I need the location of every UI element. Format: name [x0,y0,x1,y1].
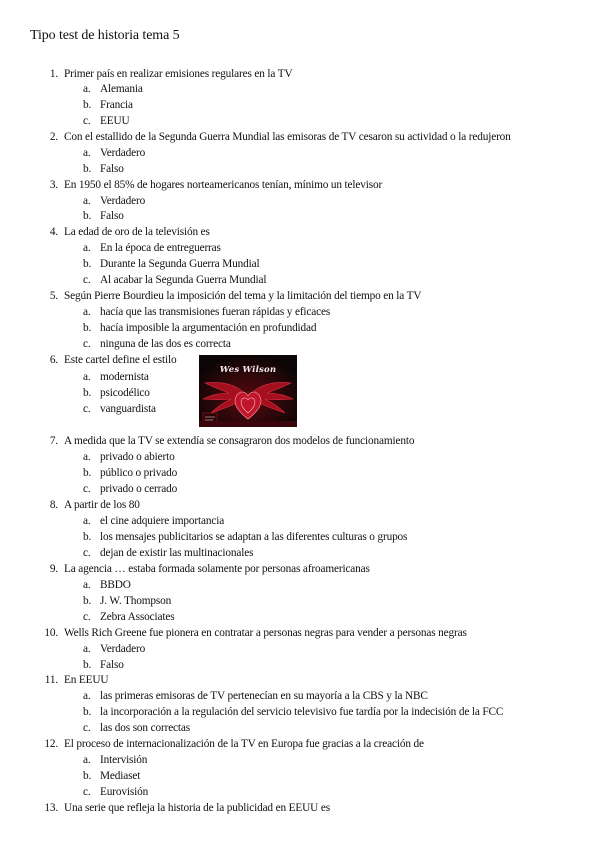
option: b. los mensajes publicitarios se adaptan a las diferentes culturas o grupos [83,531,408,543]
question-text: Con el estallido de la Segunda Guerra Mundial las emisoras de TV cesaron su actividad o la redujeron [64,131,511,143]
question-8 [49,498,140,512]
question-7 [49,434,415,448]
option: a. modernista [83,371,149,383]
option: c. Al acabar la Segunda Guerra Mundial [83,274,267,286]
wes-wilson-poster-image [199,355,297,427]
option: b. Francia [83,99,133,111]
question-12 [44,737,424,751]
question-number: 12. [44,738,58,750]
option: a. privado o abierto [83,451,175,463]
question-3 [49,178,383,192]
option: b. público o privado [83,467,178,479]
question-number: 10. [44,627,58,639]
option: b. Mediaset [83,770,141,782]
poster-title: Wes Wilson [219,365,277,375]
question-text: La edad de oro de la televisión es [64,226,210,238]
question-number: 5. [49,290,58,302]
option: c. Zebra Associates [83,611,175,623]
question-1 [49,67,293,81]
question-text: Wells Rich Greene fue pionera en contratar a personas negras para vender a personas negras [64,627,467,639]
option: c. EEUU [83,115,130,127]
option: b. psicodélico [83,387,150,399]
option: a. Verdadero [83,195,146,207]
question-number: 8. [49,499,58,511]
option: a. Intervisión [83,754,148,766]
option: a. BBDO [83,579,131,591]
option: b. Falso [83,210,124,222]
question-number: 4. [49,226,58,238]
option: b. hacía imposible la argumentación en profundidad [83,322,317,334]
option: c. ninguna de las dos es correcta [83,338,231,350]
option: c. vanguardista [83,403,156,415]
option: a. Verdadero [83,147,146,159]
option: c. dejan de existir las multinacionales [83,547,254,559]
option: c. las dos son correctas [83,722,191,734]
question-6 [49,353,177,367]
question-number: 2. [49,131,58,143]
document-title: Tipo test de historia tema 5 [30,28,180,43]
question-number: 6. [49,354,58,366]
question-13 [44,801,330,815]
question-text: A medida que la TV se extendía se consagraron dos modelos de funcionamiento [64,435,415,447]
question-11 [44,673,109,687]
question-number: 3. [49,179,58,191]
question-text: Este cartel define el estilo [64,354,177,366]
question-text: En 1950 el 85% de hogares norteamericanos tenían, mínimo un televisor [64,179,383,191]
question-text: Según Pierre Bourdieu la imposición del tema y la limitación del tiempo en la TV [64,290,422,302]
question-number: 9. [49,563,58,575]
question-number: 7. [49,435,58,447]
option: b. Durante la Segunda Guerra Mundial [83,258,260,270]
question-number: 13. [44,802,58,814]
option: c. Eurovisión [83,786,149,798]
option: b. Falso [83,659,124,671]
option: a. hacía que las transmisiones fueran rápidas y eficaces [83,306,331,318]
question-number: 1. [49,68,58,80]
option: a. Verdadero [83,643,146,655]
question-2 [49,130,511,144]
option: a. Alemania [83,83,143,95]
option: a. el cine adquiere importancia [83,515,225,527]
question-number: 11. [44,674,58,686]
question-5 [49,289,422,303]
question-9 [49,562,370,576]
option: b. J. W. Thompson [83,595,172,607]
question-text: Primer país en realizar emisiones regulares en la TV [64,68,293,80]
option: a. En la época de entreguerras [83,242,221,254]
question-10 [44,626,467,640]
option: a. las primeras emisoras de TV pertenecían en su mayoría a la CBS y la NBC [83,690,428,702]
question-text: Una serie que refleja la historia de la publicidad en EEUU es [64,802,330,814]
option: b. la incorporación a la regulación del servicio televisivo fue tardía por la indecisión de la FCC [83,706,504,718]
question-text: El proceso de internacionalización de la TV en Europa fue gracias a la creación de [64,738,424,750]
question-text: A partir de los 80 [64,499,140,511]
option: c. privado o cerrado [83,483,178,495]
question-4 [49,225,210,239]
question-text: En EEUU [64,674,109,686]
option: b. Falso [83,163,124,175]
question-text: La agencia … estaba formada solamente por personas afroamericanas [64,563,370,575]
